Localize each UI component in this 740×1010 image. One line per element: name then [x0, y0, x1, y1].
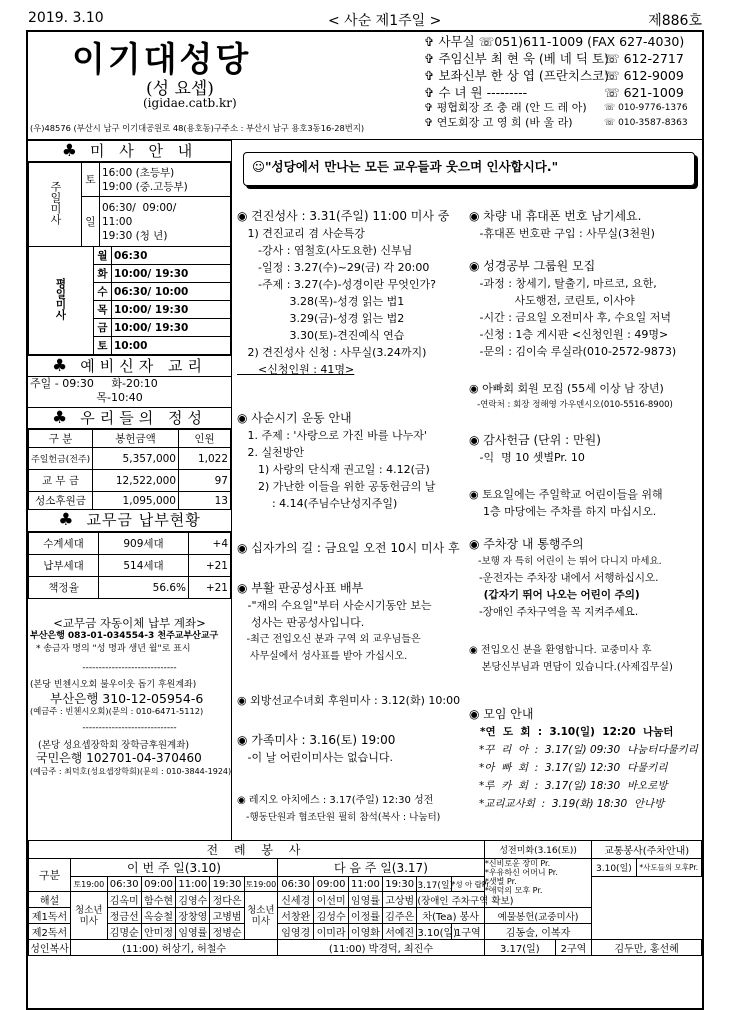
tithe-cell: 납부세대 [29, 555, 99, 577]
server-name: 고병범 [210, 908, 244, 924]
sunday-label: 일 [82, 197, 100, 247]
server-name: 고상범 [383, 892, 417, 908]
offering-cell: 주일헌금(전주) [29, 448, 93, 470]
traffic-group: *성 아 랍Pr. [451, 877, 484, 892]
offering-header: 인원 [179, 430, 231, 448]
server-name: 서창완 [277, 908, 314, 924]
traffic-date: 3.10(일) [592, 859, 636, 877]
server-name: 김옥미 [107, 892, 141, 908]
charity-account-note: (예금주 : 빈첸시오회)(문의 : 010-6471-5112) [30, 706, 204, 716]
parish-title: 이기대성당 [72, 40, 252, 80]
liturgical-week: < 사순 제1주일 > [328, 13, 442, 29]
club-icon: ♣ [52, 356, 73, 376]
tithe-cell: +4 [189, 533, 231, 555]
vocation-account-title: (본당 성요셉장학회 장학금후원계좌) [38, 740, 190, 751]
announcement-fathers-club: ◉ 아빠회 회원 모집 (55세 이상 남 장년) -연락처 : 회장 정해영 가우덴시오(010-5516-8900) [469, 382, 673, 410]
contact-row: ✞ 평협회장 조 충 래 (안 드 레 아) ☏ 010-9776-1376 [424, 101, 688, 114]
server-name: 김주은 [383, 908, 417, 924]
server-name: 정금선 [107, 908, 141, 924]
parish-address: (우)48576 (부산시 남구 이기대공원로 48(용호동)구주소 : 부산시 남구 용호3동16-28번지) [30, 123, 365, 133]
charity-account: 부산은행 310-12-05954-6 [50, 691, 204, 706]
mass-time: 06:30 [107, 877, 141, 892]
offering-cell: 97 [179, 470, 231, 492]
auto-transfer-title: <교무금 자동이체 납부 계좌> [53, 616, 206, 630]
contact-row: ✞ 주임신부 최 현 욱 (베 네 딕 토) ☏ 612-2717 [424, 51, 684, 66]
club-icon: ♣ [52, 408, 73, 428]
parish-patron: (성 요셉) [146, 79, 214, 99]
charity-account-title: (본당 빈첸시오회 불우이웃 돕기 후원계좌) [30, 680, 197, 690]
saturday-times: 16:00 (초등부) 19:00 (중.고등부) [100, 163, 231, 197]
weekday-day: 월 [94, 247, 112, 265]
offering-header: 봉헌금액 [93, 430, 179, 448]
mass-time: 토19:00 [71, 877, 108, 892]
tithe-cell: +21 [189, 555, 231, 577]
weekday-time: 10:00 [112, 337, 231, 355]
tea-group: 1구역 [451, 924, 484, 940]
weekday-mass-label: 평일미사 [29, 247, 94, 355]
server-name: 이미라 [314, 924, 348, 940]
top-bar [28, 8, 704, 30]
server-name: 장창영 [176, 908, 210, 924]
server-name: 임영률 [176, 924, 210, 940]
club-icon: ♣ [58, 510, 79, 530]
catechumen-times: 주일 - 09:30 화-20:10 목-10:40 [30, 377, 158, 404]
liturgy-title: 전 례 봉 사 [29, 841, 485, 859]
tithe-table [28, 532, 231, 599]
mass-time: 09:00 [314, 877, 348, 892]
offertory-title: 예물봉헌(교중미사) [484, 908, 591, 924]
offertory-names: 김두만, 홍선혜 [592, 940, 702, 956]
contact-list [424, 33, 702, 130]
parish-website: (igidae.catb.kr) [143, 96, 237, 110]
offering-cell: 1,022 [179, 448, 231, 470]
server-name: 김영수 [176, 892, 210, 908]
server-name: 이선미 [314, 892, 348, 908]
offering-header: 구 분 [29, 430, 93, 448]
weekday-day: 화 [94, 265, 112, 283]
tithe-cell: 909세대 [99, 533, 189, 555]
announcement-welcome: ◉ 전입오신 분을 환영합니다. 교중미사 후 본당신부님과 면담이 있습니다.(사제집무실) [469, 645, 673, 673]
announcement-meetings: ◉ 모임 안내 *연 도 회 : 3.10(일) 12:20 나눔터 *꾸 리 아 : 3.17(일) 09:30 나눔터다물키리 *아 빠 회 : 3.17(일) 12:30 다물키리 *루 카 회 : 3.17(일) 18:30 바오로방 *교리교사회 : 3.19(화) 18:30 안나방 [469, 707, 698, 810]
server-name: 임영경 [277, 924, 314, 940]
adult-server-next: (11:00) 박경덕, 최진수 [277, 940, 484, 956]
youth-mass-label: 청소년미사 [71, 892, 108, 940]
mass-time: 11:00 [176, 877, 210, 892]
masthead [28, 32, 702, 140]
announcement-confirmation: ◉ 견진성사 : 3.31(주일) 11:00 미사 중 1) 견진교리 겸 사순특강 -강사 : 염철호(사도요한) 신부님 -일정 : 3.27(수)~29(금) 각 20:00 -주제 : 3.27(수)-성경이란 무엇인가? 3.28(목)-성경 읽는 법1 3.29(금)-성경 읽는 법2 3.30(토)-견진예식 연습 2) 견진성사 신청 : 사무실(3.24까지) <신청인원 : 41명> [237, 209, 450, 376]
vocation-account-note: (예금주 : 최덕호(성요셉장학회)(문의 : 010-3844-1924) [30, 767, 232, 776]
announcement-parking-caution: ◉ 주차장 내 통행주의 -보행 자 특히 어린이 는 뛰어 다니지 마세요. -운전자는 주차장 내에서 서행하십시오. (갑자기 뛰어 나오는 어린이 주의) -장애인 주차구역을 꼭 지켜주세요. [469, 537, 662, 618]
saturday-label: 토 [82, 163, 100, 197]
catechumen-heading: ♣ 예비신자 교리 [28, 355, 231, 377]
announcements [233, 140, 702, 840]
role-label: 제2독서 [29, 924, 71, 940]
weekday-time: 10:00/ 19:30 [112, 301, 231, 319]
tea-date: 3.10(일) [417, 924, 451, 940]
weekday-time: 10:00/ 19:30 [112, 319, 231, 337]
vocation-account: 국민은행 102701-04-370460 [36, 751, 202, 765]
bible-beautify-title: 성전미화(3.16(토)) [484, 841, 591, 859]
server-name: 안미정 [141, 924, 175, 940]
server-name: 이정률 [348, 908, 382, 924]
mass-time: 토19:00 [244, 877, 277, 892]
weekday-time: 06:30 [112, 247, 231, 265]
greeting-banner: ☺"성당에서 만나는 모든 교우들과 웃으며 인사합시다." [243, 152, 695, 186]
adult-server-this: (11:00) 허상기, 허철수 [71, 940, 278, 956]
auto-transfer-note: * 송금자 명의 "성 명과 생년 월"로 표시 [36, 644, 191, 654]
mass-time: 06:30 [277, 877, 314, 892]
server-name: 옥승철 [141, 908, 175, 924]
left-column [28, 140, 232, 840]
contact-row: ✞ 수 녀 원 --------- ☏ 621-1009 [424, 85, 684, 100]
mass-time: 11:00 [348, 877, 382, 892]
weekday-day: 수 [94, 283, 112, 301]
role-label: 제1독서 [29, 908, 71, 924]
divider: ----------------------------- [82, 723, 177, 733]
server-name: 김명순 [107, 924, 141, 940]
contact-row: ✞ 보좌신부 한 상 엽 (프란치스코) ☏ 612-9009 [424, 68, 684, 83]
bank-accounts [28, 599, 231, 778]
announcement-legio: ◉ 레지오 아치에스 : 3.17(주일) 12:30 성전 -행동단원과 협조단원 필히 참석(복사 : 나눔터) [237, 795, 441, 823]
divider: ----------------------------- [82, 663, 177, 673]
announcement-saturday-parking: ◉ 토요일에는 주일학교 어린이들을 위해 1층 마당에는 주차를 하지 마십시오. [469, 488, 663, 518]
weekday-time: 06:30/ 10:00 [112, 283, 231, 301]
server-name: 정다은 [210, 892, 244, 908]
role-label: 해설 [29, 892, 71, 908]
gubun-label: 구분 [29, 859, 71, 892]
announcement-thanks-offering: ◉ 감사헌금 (단위 : 만원) -익 명 10 셋별Pr. 10 [469, 433, 601, 464]
sunday-mass-label: 주일미사 [29, 163, 82, 247]
mass-time: 19:30 [383, 877, 417, 892]
server-name: 함수현 [141, 892, 175, 908]
server-name: 정병순 [210, 924, 244, 940]
server-name: 이영화 [348, 924, 382, 940]
liturgy-service-table [28, 840, 702, 956]
mass-time: 19:30 [210, 877, 244, 892]
offering-cell: 1,095,000 [93, 492, 179, 510]
weekday-time: 10:00/ 19:30 [112, 265, 231, 283]
auto-transfer-account: 부산은행 083-01-034554-3 천주교부산교구 [30, 631, 219, 641]
traffic-group: *사도들의 모후Pr. [636, 859, 701, 877]
announcement-lent: ◉ 사순시기 운동 안내 1. 주제 : '사랑으로 가진 바를 나누자' 2. 실천방안 1) 사랑의 단식재 권고일 : 4.12(금) 2) 가난한 이들을 위한 공동헌금의 날 : 4.14(주님수난성지주일) [237, 411, 436, 510]
youth-mass-label: 청소년미사 [244, 892, 277, 940]
announcement-stations: ◉ 십자가의 길 : 금요일 오전 10시 미사 후 [237, 541, 460, 555]
handicap-parking: (장애인 주차구역 확보) [417, 892, 485, 908]
tithe-cell: 514세대 [99, 555, 189, 577]
offering-cell: 5,357,000 [93, 448, 179, 470]
mass-schedule-heading: ♣ 미 사 안 내 [28, 140, 231, 162]
tea-service-title: 차(Tea) 봉사 [417, 908, 485, 924]
issue-number: 제886호 [648, 13, 702, 29]
offering-cell: 12,522,000 [93, 470, 179, 492]
club-icon: ♣ [61, 141, 82, 161]
this-week-label: 이 번 주 일(3.10) [71, 859, 278, 877]
weekday-day: 금 [94, 319, 112, 337]
sunday-times: 06:30/ 09:00/ 11:00 19:30 (청 년) [100, 197, 231, 247]
issue-date: 2019. 3.10 [28, 10, 104, 26]
weekday-day: 목 [94, 301, 112, 319]
tithe-cell: +21 [189, 577, 231, 599]
server-name: 신세경 [277, 892, 314, 908]
tea-date: 3.17(일) [484, 940, 555, 956]
contact-row: ✞ 연도회장 고 영 희 (바 울 라) ☏ 010-3587-8363 [424, 115, 688, 129]
weekday-mass-table [28, 246, 231, 355]
offering-cell: 교 무 금 [29, 470, 93, 492]
tithe-cell: 책정율 [29, 577, 99, 599]
offering-cell: 13 [179, 492, 231, 510]
contact-office: ✞ 사무실 ☏051)611-1009 (FAX 627-4030) [424, 34, 685, 49]
offering-table [28, 429, 231, 510]
tithe-cell: 56.6% [99, 577, 189, 599]
server-name: 김성수 [314, 908, 348, 924]
offertory-names: 김동술, 이복자 [484, 924, 591, 940]
bible-beautify-groups: *신비로운 장미 Pr. *우유하신 어머니 Pr. *샛별 Pr. *애덕의 모후 Pr. [484, 859, 591, 908]
weekday-day: 토 [94, 337, 112, 355]
traffic-date: 3.17(일) [417, 877, 451, 892]
offering-cell: 성소후원금 [29, 492, 93, 510]
tithe-cell: 수계세대 [29, 533, 99, 555]
server-name: 임영률 [348, 892, 382, 908]
tea-group: 2구역 [555, 940, 592, 956]
offering-heading: ♣ 우리들의 정성 [28, 407, 231, 429]
announcement-family-mass: ◉ 가족미사 : 3.16(토) 19:00 -이 날 어린이미사는 없습니다. [237, 733, 396, 764]
next-week-label: 다 음 주 일(3.17) [277, 859, 484, 877]
traffic-service-title: 교통봉사(주차안내) [592, 841, 702, 859]
adult-server-label: 성인복사 [29, 940, 71, 956]
announcement-phone-plate: ◉ 차량 내 휴대폰 번호 남기세요. -휴대폰 번호판 구입 : 사무실(3천원) [469, 209, 655, 240]
tithe-heading: ♣ 교무금 납부현황 [28, 510, 231, 532]
announcement-bible-study: ◉ 성경공부 그룹원 모집 -과정 : 창세기, 탈출기, 마르코, 요한, 사도행전, 코린토, 이사야 -시간 : 금요일 오전미사 후, 수요일 저녁 -신청 : 1층 게시판 <신청인원 : 49명> -문의 : 김이숙 루실라(010-2572-9873) [469, 259, 677, 358]
announcement-easter-confession: ◉ 부활 판공성사표 배부 -"재의 수요일"부터 사순시기동안 보는 성사는 판공성사입니다. -최근 전입오신 분과 구역 외 교우님들은 사무실에서 성사표를 받아 가십시오. [237, 581, 432, 662]
server-name: 서예진 [383, 924, 417, 940]
mass-schedule-table [28, 162, 231, 247]
mass-time: 09:00 [141, 877, 175, 892]
announcement-mission-mass: ◉ 외방선교수녀회 후원미사 : 3.12(화) 10:00 [237, 694, 461, 707]
